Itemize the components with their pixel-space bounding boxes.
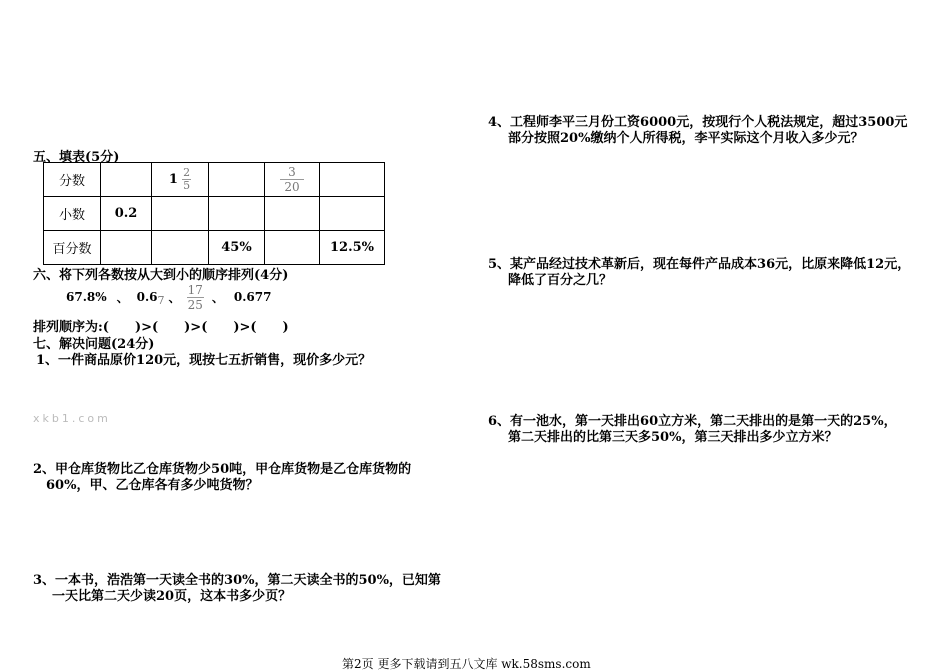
question-4-line2: 部分按照20%缴纳个人所得税，李平实际这个月收入多少元？ [508, 131, 864, 146]
fraction [280, 165, 303, 194]
separator: 、 [116, 290, 129, 305]
row-label: 百分数 [44, 231, 101, 265]
fill-table [43, 162, 385, 265]
table-cell [152, 231, 209, 265]
row-label: 小数 [44, 197, 101, 231]
section7-heading: 七、解决问题(24分) [33, 337, 155, 352]
number-1: 67.8% [66, 290, 107, 304]
whole-part: 1 [168, 172, 178, 187]
table-cell [320, 197, 385, 231]
section6-heading: 六、将下列各数按从大到小的顺序排列(4分) [33, 268, 289, 283]
question-2-line1: 2、甲仓库货物比乙仓库货物少50吨，甲仓库货物是乙仓库货物的 [33, 462, 412, 477]
table-row [44, 231, 385, 265]
row-label: 分数 [44, 163, 101, 197]
repeating-digit: 7 [157, 293, 165, 307]
separator: 、 [168, 290, 181, 305]
numbers-to-sort [66, 281, 271, 313]
table-row [44, 163, 385, 197]
fraction-numerator: 17 [187, 282, 203, 297]
table-cell [101, 231, 152, 265]
table-row [44, 197, 385, 231]
question-4-line1: 4、工程师李平三月份工资6000元，按现行个人税法规定，超过3500元 [488, 115, 908, 130]
table-cell [209, 163, 265, 197]
question-6-line2: 第二天排出的比第三天多50%，第三天排出多少立方米？ [508, 430, 838, 445]
page-footer: 第2页 更多下载请到五八文库 wk.58sms.com [342, 657, 591, 671]
separator: 、 [211, 290, 224, 305]
table-cell: 0.2 [101, 197, 152, 231]
table-cell [265, 197, 320, 231]
table-cell [152, 197, 209, 231]
question-6-line1: 6、有一池水，第一天排出60立方米，第二天排出的是第一天的25%， [488, 414, 897, 429]
fraction-numerator: 2 [183, 166, 191, 179]
table-cell: 12.5% [320, 231, 385, 265]
fraction-denominator: 25 [187, 297, 203, 312]
order-line: 排列顺序为:( )>( )>( )>( ) [33, 320, 289, 335]
number-2: 0.6 [136, 290, 158, 304]
question-5-line1: 5、某产品经过技术革新后，现在每件产品成本36元，比原来降低12元， [488, 257, 911, 272]
question-5-line2: 降低了百分之几？ [508, 273, 613, 288]
table-cell [101, 163, 152, 197]
watermark: xkb1.com [33, 412, 111, 425]
fraction-denominator: 5 [183, 179, 191, 192]
table-cell [209, 197, 265, 231]
question-3-line2: 一天比第二天少读20页，这本书多少页？ [52, 589, 292, 604]
table-cell: 45% [209, 231, 265, 265]
fraction-numerator: 3 [288, 165, 296, 179]
fraction-denominator: 20 [280, 179, 303, 194]
table-cell-fraction [265, 163, 320, 197]
table-cell-mixed-fraction [152, 163, 209, 197]
question-1: 1、一件商品原价120元，现按七五折销售，现价多少元？ [36, 353, 372, 368]
fraction [187, 283, 204, 312]
fraction [182, 167, 191, 192]
number-4: 0.677 [233, 290, 272, 304]
question-2-line2: 60%，甲、乙仓库各有多少吨货物？ [46, 478, 259, 493]
table-cell [320, 163, 385, 197]
table-cell [265, 231, 320, 265]
section5-heading: 五、填表(5分) [33, 150, 120, 165]
question-3-line1: 3、一本书，浩浩第一天读全书的30%，第二天读全书的50%，已知第 [33, 573, 441, 588]
